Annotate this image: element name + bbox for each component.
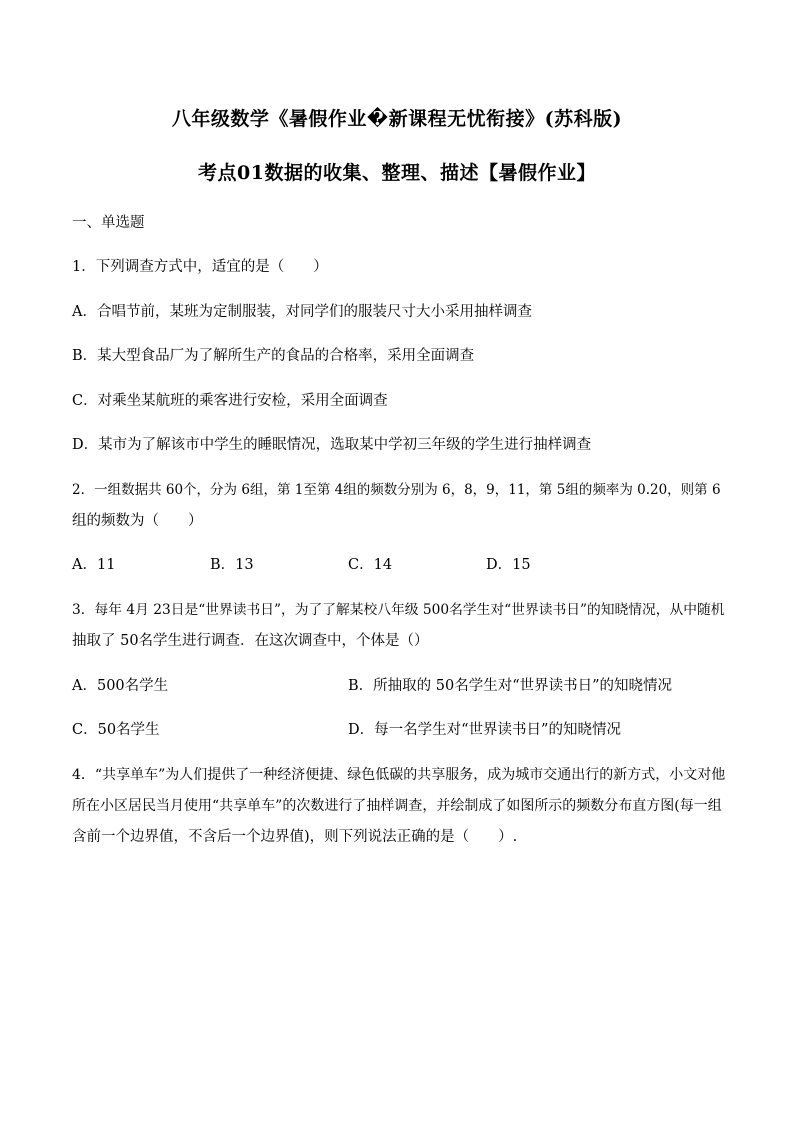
question-3-option-d: D．每一名学生对“世界读书日”的知晓情况 (348, 722, 621, 738)
question-1-option-c: C．对乘坐某航班的乘客进行安检，采用全面调查 (72, 393, 388, 409)
question-3-option-c: C．50名学生 (72, 722, 160, 738)
question-2-option-a: A．11 (72, 557, 116, 573)
question-1-stem: 1．下列调查方式中，适宜的是（ ） (72, 259, 328, 275)
document-subtitle: 考点01数据的收集、整理、描述【暑假作业】 (198, 162, 596, 184)
question-3-stem-line-1: 3．每年 4月 23日是“世界读书日”，为了了解某校八年级 500名学生对“世界读书日”的知晓情况，从中随机 (72, 602, 725, 618)
question-3-stem-line-2: 抽取了 50名学生进行调查．在这次调查中，个体是（） (72, 633, 429, 649)
question-2-stem-line-2: 组的频数为（ ） (72, 513, 203, 529)
document-title: 八年级数学《暑假作业�新课程无忧衔接》(苏科版) (171, 108, 623, 130)
question-1-option-b: B．某大型食品厂为了解所生产的食品的合格率，采用全面调查 (72, 348, 475, 364)
question-4-stem-line-2: 所在小区居民当月使用“共享单车”的次数进行了抽样调查，并绘制成了如图所示的频数分布直方图(每一组 (72, 798, 722, 814)
question-4-stem-line-3: 含前一个边界值，不含后一个边界值)，则下列说法正确的是（ ）. (72, 829, 518, 845)
question-3-option-a: A．500名学生 (72, 678, 169, 694)
section-heading: 一、单选题 (72, 215, 145, 231)
question-3-option-b: B．所抽取的 50名学生对“世界读书日”的知晓情况 (348, 678, 673, 694)
question-2-option-d: D．15 (486, 557, 531, 573)
question-4-stem-line-1: 4．“共享单车”为人们提供了一种经济便捷、绿色低碳的共享服务，成为城市交通出行的新方式，小文对他 (72, 767, 726, 783)
question-2-option-c: C．14 (348, 557, 393, 573)
question-2-stem-line-1: 2．一组数据共 60个，分为 6组，第 1至第 4组的频数分别为 6，8，9，11，第 5组的频率为 0.20，则第 6 (72, 482, 721, 498)
question-1-option-a: A．合唱节前，某班为定制服装，对同学们的服装尺寸大小采用抽样调查 (72, 304, 532, 320)
question-2-option-b: B．13 (210, 557, 254, 573)
question-1-option-d: D．某市为了解该市中学生的睡眠情况，选取某中学初三年级的学生进行抽样调查 (72, 437, 592, 453)
